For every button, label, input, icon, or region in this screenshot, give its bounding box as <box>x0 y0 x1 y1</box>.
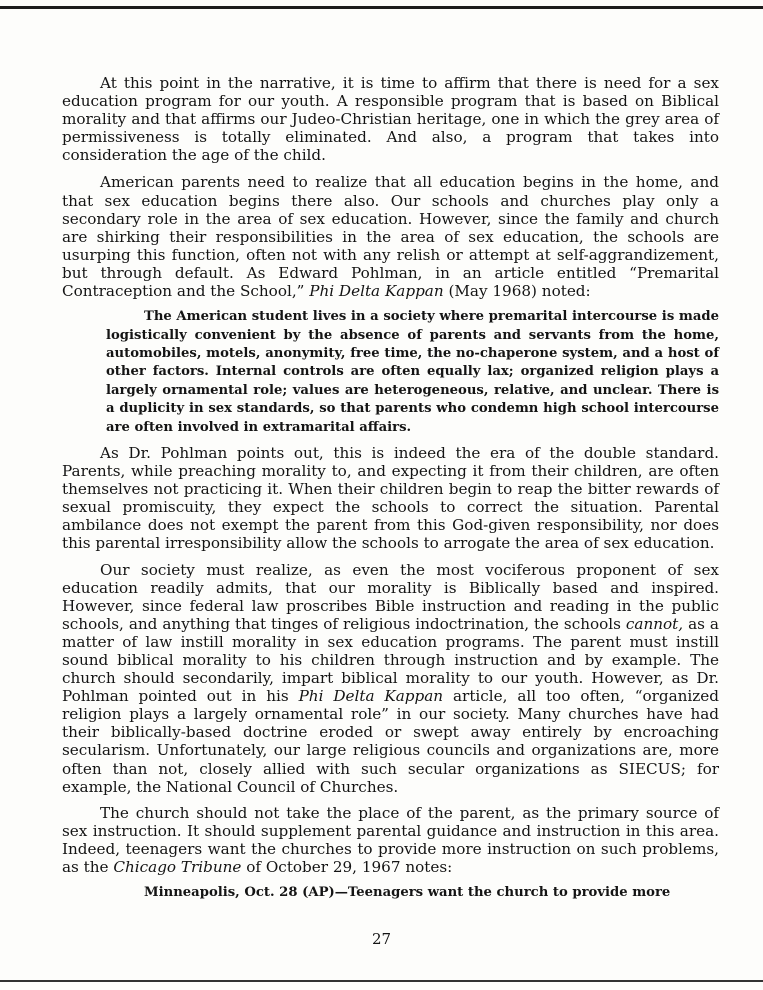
page-number: 27 <box>371 930 392 948</box>
paragraph-text: The church should not take the place of the parent, as the primary source of sex instruction. It should supplement parental guidance and instruction in this area. Indeed, teenagers want the churches to provide more instruction on such problems, as the <box>62 803 719 877</box>
publication-title: Chicago Tribune <box>113 858 242 877</box>
emphasis: cannot, <box>625 614 684 633</box>
paragraph-text: article, all too often, “organized religion plays a largely ornamental role” in our society. Many churches have had their biblically-based doctrine eroded or swept away entirely by encroaching secularism. Unfortunately, our large religious councils and organizations are, more often than not, closely allied with such secular organizations as SIECUS; for example, the National Council of Churches. <box>62 687 719 796</box>
page-body <box>62 74 719 902</box>
paragraph-text: American parents need to realize that all education begins in the home, and that sex education begins there also. Our schools and churches play only a secondary role in the area of sex education. However, since the family and church are shirking their responsibilities in the area of sex education, the schools are usurping this function, often not with any relish or attempt at self-aggrandizement, but through default. As Edward Pohlman, in an article entitled “Premarital Contraception and the School,” <box>62 173 719 301</box>
paragraph <box>62 561 719 796</box>
paragraph-text: as a matter of law instill morality in sex education programs. The parent must instill sound biblical morality to his children through instruction and by example. The church should secondarily, impart biblical morality to our youth. However, as Dr. Pohlman pointed out in his <box>62 614 719 706</box>
paragraph-text: of October 29, 1967 notes: <box>241 858 453 877</box>
block-quote: The American student lives in a society where premarital intercourse is made logistically convenient by the absence of parents and servants from the home, automobiles, motels, anonymity, free time, the no-chaperone system, and a host of other factors. Internal controls are often equally lax; organized religion plays a largely ornamental role; values are heterogeneous, relative, and unclear. There is a duplicity in sex standards, so that parents who condemn high school intercourse are often involved in extramarital affairs. <box>106 309 719 435</box>
paragraph-text: Our society must realize, as even the most vociferous proponent of sex education readily admits, that our morality is Biblically based and inspired. However, since federal law proscribes Bible instruction and reading in the public schools, and anything that tinges of religious indoctrination, the schools <box>62 560 719 633</box>
top-rule <box>0 6 763 9</box>
paragraph <box>62 804 719 876</box>
publication-title: Phi Delta Kappan <box>309 282 444 301</box>
paragraph: At this point in the narrative, it is time to affirm that there is need for a sex education program for our youth. A responsible program that is based on Biblical morality and that affirms our Judeo-Christian heritage, one in which the grey area of permissiveness is totally eliminated. And also, a program that takes into consideration the age of the child. <box>62 74 719 165</box>
paragraph <box>62 173 719 300</box>
paragraph: As Dr. Pohlman points out, this is indeed the era of the double standard. Parents, while preaching morality to, and expecting it from their children, are often themselves not practicing it. When their children begin to reap the bitter rewards of sexual promiscuity, they expect the schools to correct the situation. Parental ambilance does not exempt the parent from this God-given responsibility, nor does this parental irresponsibility allow the schools to arrogate the area of sex education. <box>62 443 719 553</box>
paragraph-text: (May 1968) noted: <box>443 282 591 301</box>
publication-title: Phi Delta Kappan <box>298 687 444 706</box>
bottom-rule <box>0 980 763 982</box>
block-quote: Minneapolis, Oct. 28 (AP)—Teenagers want the church to provide more <box>144 885 671 901</box>
